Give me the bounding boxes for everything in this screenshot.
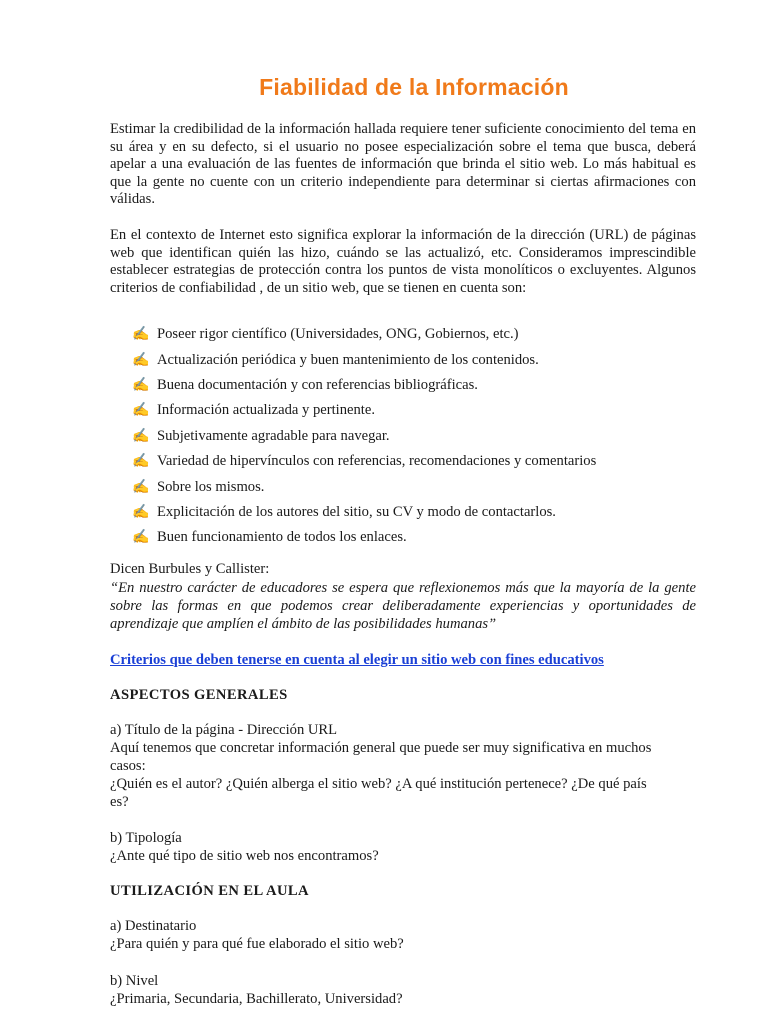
quote-attribution: Dicen Burbules y Callister: (110, 561, 270, 577)
list-item-text: Buen funcionamiento de todos los enlaces. (157, 529, 407, 546)
list-item (132, 373, 596, 398)
list-item-text: Poseer rigor científico (Universidades, ONG, Gobiernos, etc.) (157, 326, 519, 343)
section-classroom-item-a (110, 917, 696, 953)
writing-hand-icon: ✍ (132, 327, 150, 343)
item-title: b) Nivel (110, 973, 159, 989)
list-item (132, 398, 596, 423)
section-heading-general: ASPECTOS GENERALES (110, 687, 288, 703)
writing-hand-icon: ✍ (132, 479, 150, 495)
item-text: casos: (110, 758, 146, 774)
section-heading-classroom: UTILIZACIÓN EN EL AULA (110, 883, 309, 899)
list-item (132, 347, 596, 372)
section-general-item-b (110, 829, 696, 865)
list-item (132, 525, 596, 550)
list-item-text: Información actualizada y pertinente. (157, 402, 375, 419)
writing-hand-icon: ✍ (132, 454, 150, 470)
list-item-text: Actualización periódica y buen mantenimiento de los contenidos. (157, 351, 539, 368)
list-item-text: Explicitación de los autores del sitio, su CV y modo de contactarlos. (157, 503, 556, 520)
writing-hand-icon: ✍ (132, 530, 150, 546)
list-item-text: Sobre los mismos. (157, 478, 265, 495)
intro-paragraph: Estimar la credibilidad de la información hallada requiere tener suficiente conocimiento del tema en su área y en su defecto, si el usuario no posee especialización sobre el tema que busca, deberá apelar a una evaluación de las fuentes de información que brinda el sitio web. Lo más habitual es que la gente no cuente con un criterio independiente para determinar si ciertas afirmaciones con válidas. (110, 121, 696, 207)
list-item-text: Variedad de hipervínculos con referencias, recomendaciones y comentarios (157, 453, 597, 470)
item-text: es? (110, 794, 129, 810)
writing-hand-icon: ✍ (132, 352, 150, 368)
list-item (132, 322, 596, 347)
list-item (132, 474, 596, 499)
section-classroom-item-b (110, 972, 696, 1008)
item-title: a) Título de la página - Dirección URL (110, 722, 338, 738)
item-title: b) Tipología (110, 830, 182, 846)
writing-hand-icon: ✍ (132, 377, 150, 393)
list-item (132, 449, 596, 474)
writing-hand-icon: ✍ (132, 403, 150, 419)
list-item-text: Subjetivamente agradable para navegar. (157, 427, 390, 444)
item-text: ¿Quién es el autor? ¿Quién alberga el sitio web? ¿A qué institución pertenece? ¿De qué país (110, 776, 647, 792)
item-text: ¿Para quién y para qué fue elaborado el sitio web? (110, 936, 404, 952)
list-item (132, 424, 596, 449)
item-text: ¿Ante qué tipo de sitio web nos encontramos? (110, 848, 379, 864)
quote-text: “En nuestro carácter de educadores se espera que reflexionemos más que la mayoría de la gente sobre las formas en que podemos crear deliberadamente experiencias y oportunidades de aprendizaje que amplíen el ámbito de las posibilidades humanas” (110, 580, 696, 632)
section-general-item-a (110, 721, 696, 811)
item-text: Aquí tenemos que concretar información general que puede ser muy significativa en muchos (110, 740, 652, 756)
item-title: a) Destinatario (110, 918, 197, 934)
writing-hand-icon: ✍ (132, 428, 150, 444)
item-text: ¿Primaria, Secundaria, Bachillerato, Universidad? (110, 991, 403, 1007)
criteria-list (132, 322, 596, 551)
context-paragraph: En el contexto de Internet esto significa explorar la información de la dirección (URL) de páginas web que identifican quién las hizo, cuándo se las actualizó, etc. Consideramos imprescindible establecer estrategias de protección contra los puntos de vista monolíticos o excluyentes. Algunos criterios de confiabilidad , de un sitio web, que se tienen en cuenta son: (110, 227, 696, 296)
criteria-link[interactable]: Criterios que deben tenerse en cuenta al elegir un sitio web con fines educativos (110, 652, 604, 668)
page-title: Fiabilidad de la Información (259, 74, 569, 100)
list-item-text: Buena documentación y con referencias bibliográficas. (157, 376, 478, 393)
writing-hand-icon: ✍ (132, 504, 150, 520)
list-item (132, 500, 596, 525)
